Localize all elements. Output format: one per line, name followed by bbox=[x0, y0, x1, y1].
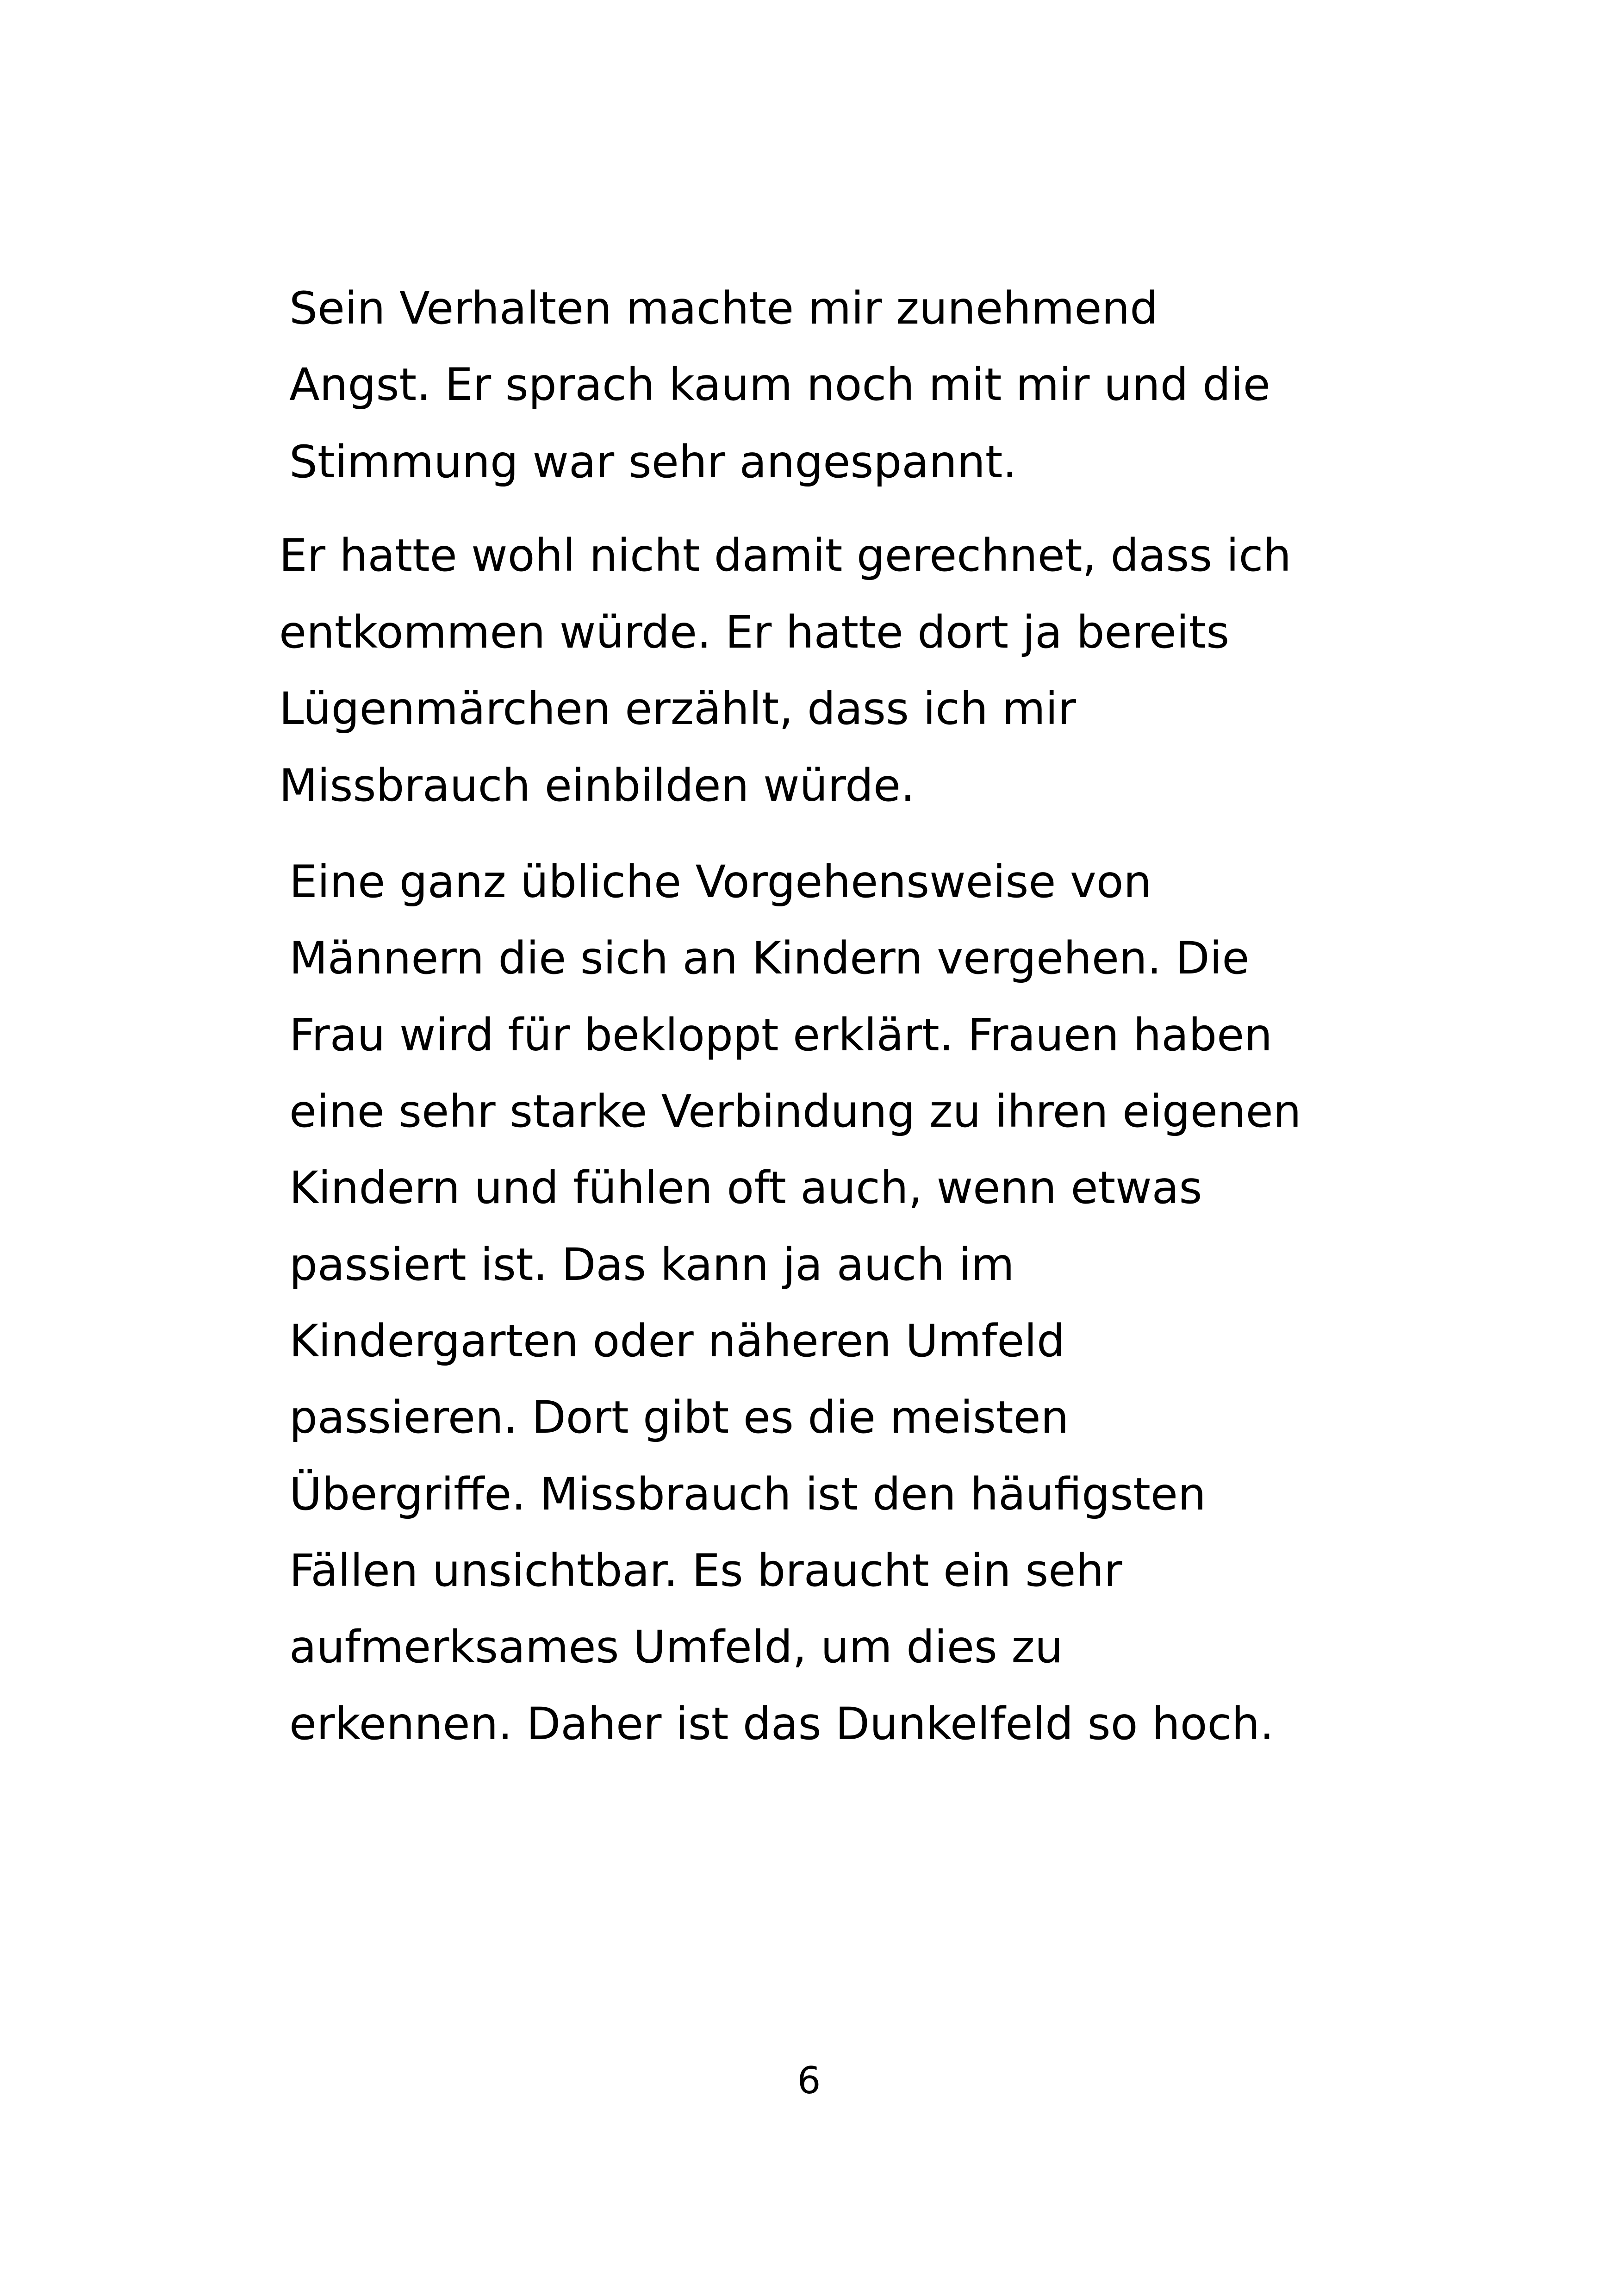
text-line: Männern die sich an Kindern vergehen. Die bbox=[289, 932, 1250, 984]
text-line: erkennen. Daher ist das Dunkelfeld so hoch. bbox=[289, 1698, 1274, 1750]
text-line: Angst. Er sprach kaum noch mit mir und die bbox=[289, 359, 1270, 411]
text-line: eine sehr starke Verbindung zu ihren eigenen bbox=[289, 1086, 1301, 1137]
text-line: aufmerksames Umfeld, um dies zu bbox=[289, 1621, 1063, 1673]
text-line: Eine ganz übliche Vorgehensweise von bbox=[289, 856, 1152, 908]
text-line: Stimmung war sehr angespannt. bbox=[289, 436, 1017, 488]
text-line: Sein Verhalten machte mir zunehmend bbox=[289, 282, 1158, 334]
text-line: passiert ist. Das kann ja auch im bbox=[289, 1239, 1014, 1291]
text-line: Fällen unsichtbar. Es braucht ein sehr bbox=[289, 1545, 1122, 1597]
text-line: Missbrauch einbilden würde. bbox=[279, 760, 915, 811]
text-line: Übergriffe. Missbrauch ist den häufigsten bbox=[289, 1468, 1206, 1520]
text-line: passieren. Dort gibt es die meisten bbox=[289, 1391, 1069, 1443]
text-line: entkommen würde. Er hatte dort ja bereits bbox=[279, 606, 1230, 658]
text-line: Er hatte wohl nicht damit gerechnet, dass ich bbox=[279, 530, 1292, 581]
page-number: 6 bbox=[797, 2059, 821, 2102]
text-line: Lügenmärchen erzählt, dass ich mir bbox=[279, 683, 1076, 735]
text-line: Kindern und fühlen oft auch, wenn etwas bbox=[289, 1162, 1202, 1214]
text-line: Frau wird für bekloppt erklärt. Frauen haben bbox=[289, 1009, 1273, 1061]
text-line: Kindergarten oder näheren Umfeld bbox=[289, 1315, 1065, 1367]
